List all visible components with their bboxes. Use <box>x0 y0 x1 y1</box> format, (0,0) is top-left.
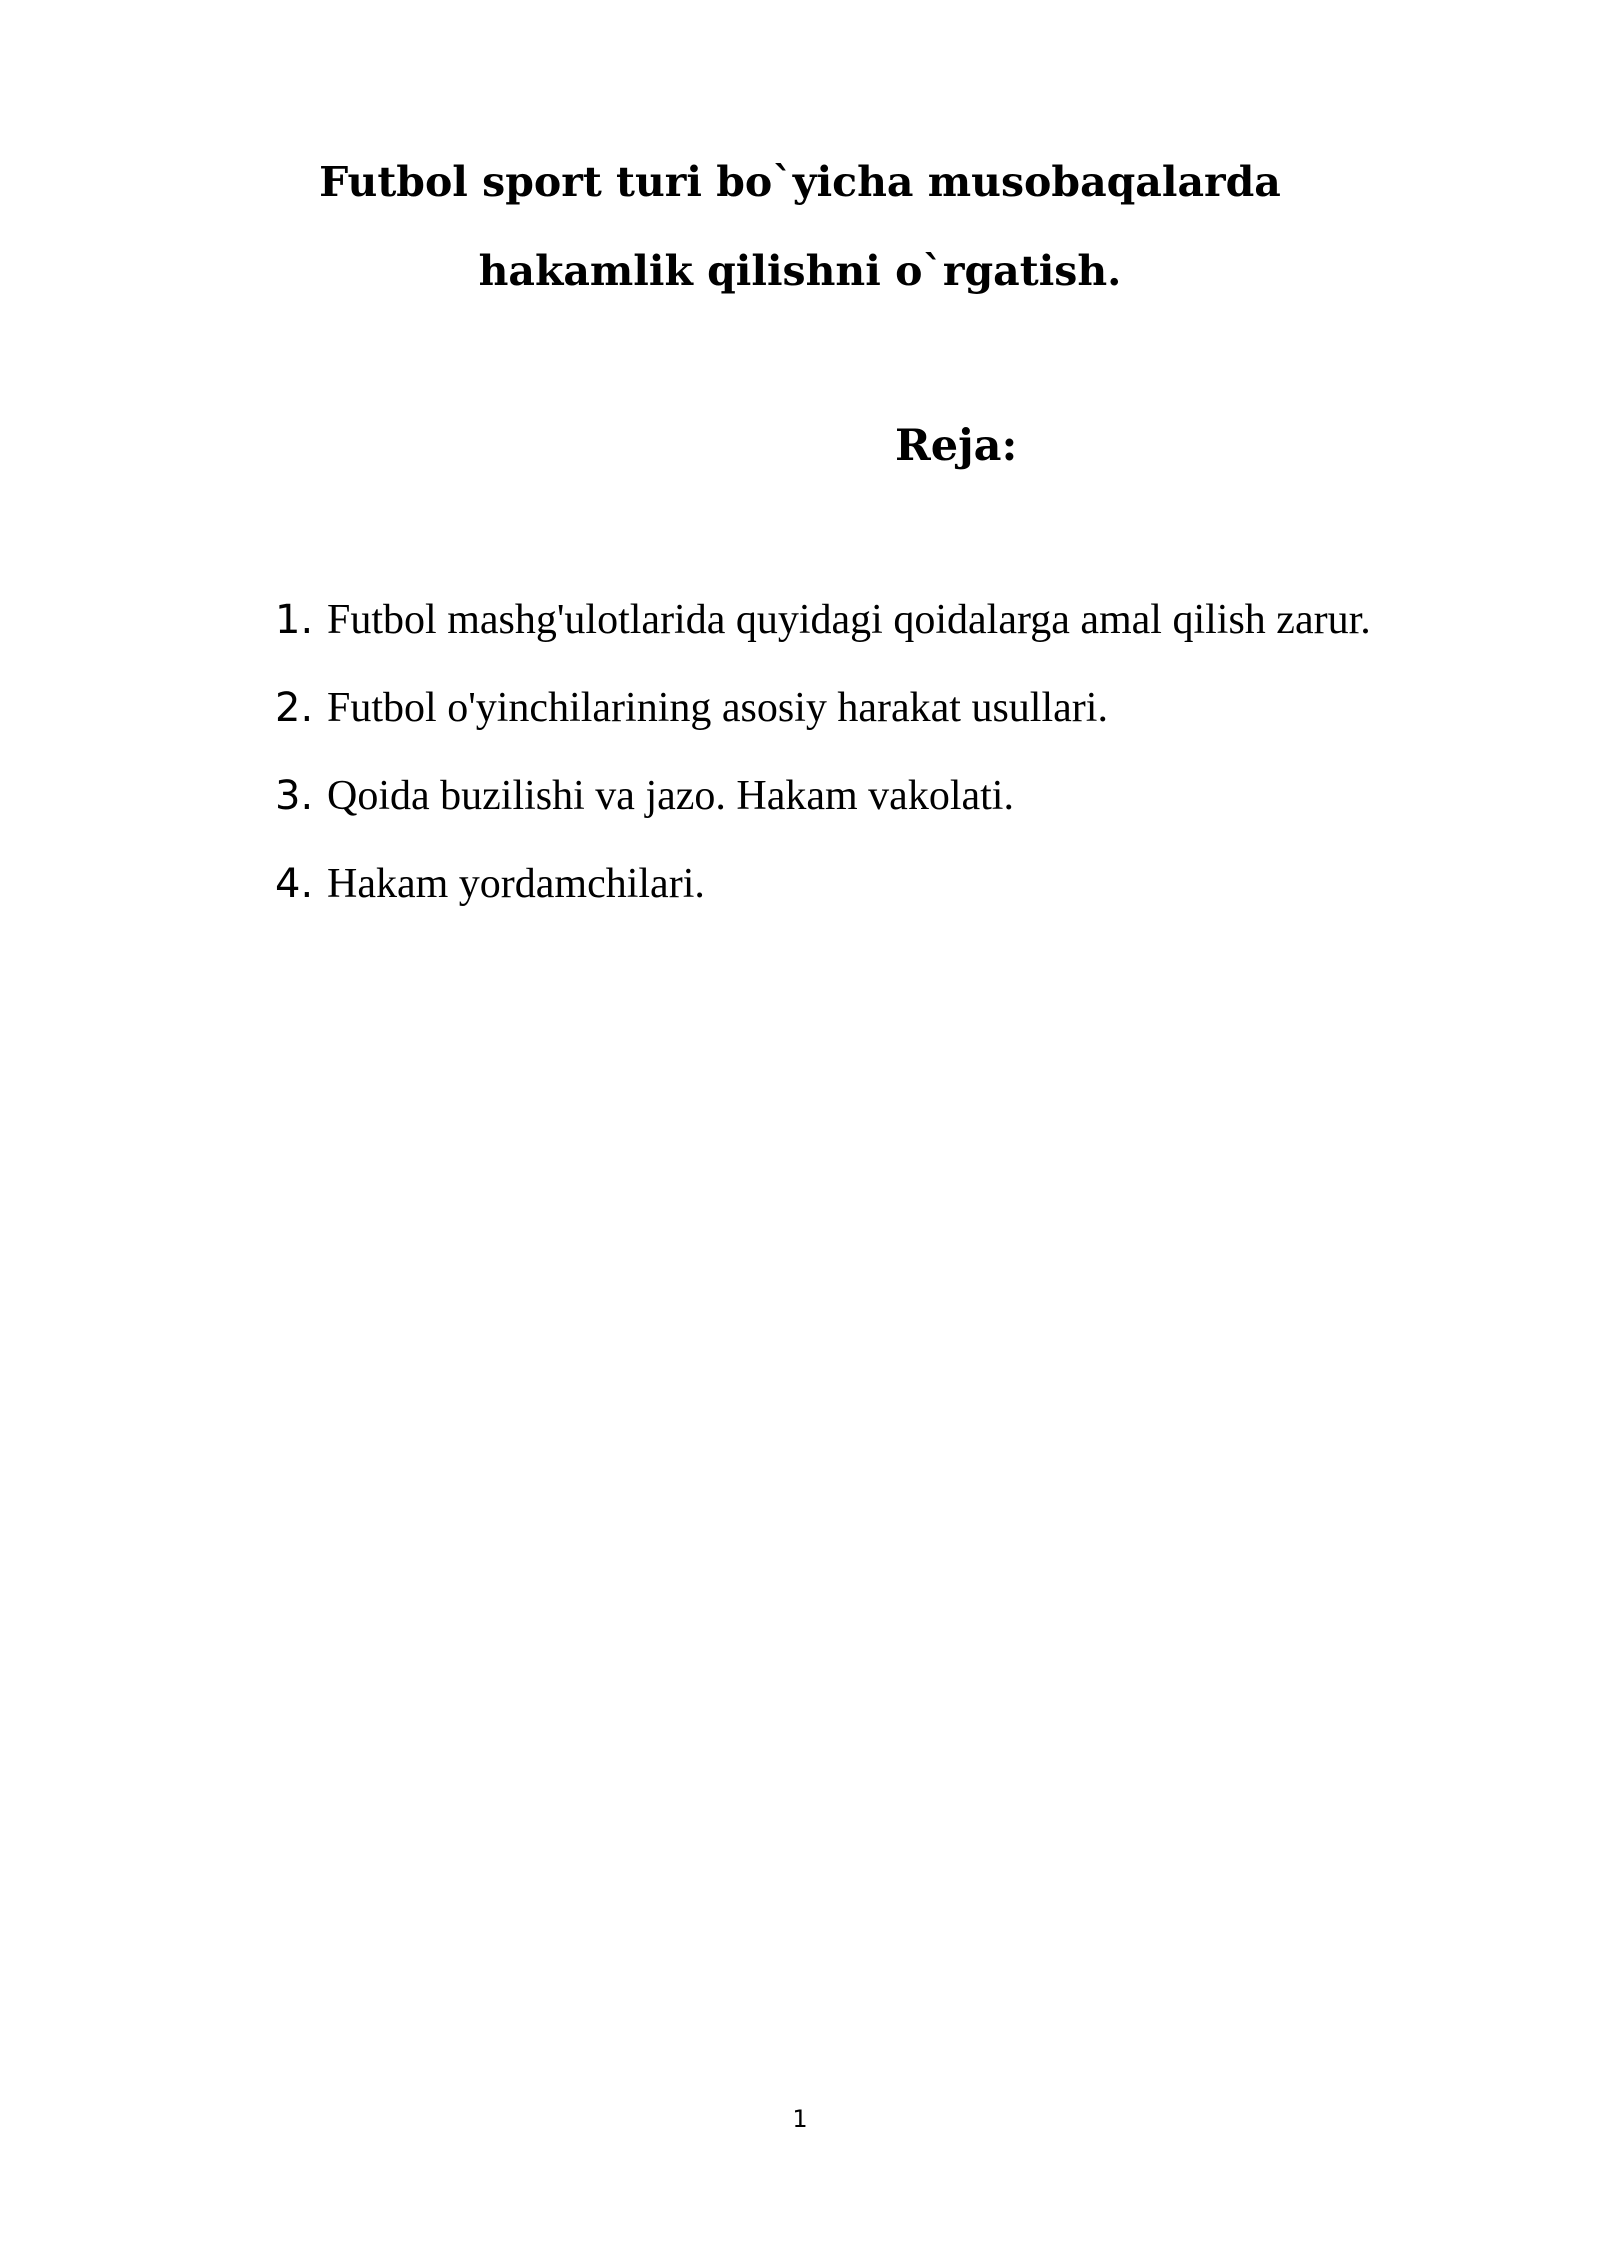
plan-item-2 <box>275 684 1371 772</box>
plan-list <box>275 596 1371 948</box>
page-number: 1 <box>792 2105 808 2133</box>
document-title-line-2: hakamlik qilishni o`rgatish. <box>478 247 1122 295</box>
plan-item-1 <box>275 596 1371 684</box>
plan-item-text: Futbol o'yinchilarining asosiy harakat usullari. <box>327 685 1108 731</box>
plan-heading: Reja: <box>895 421 1018 471</box>
plan-item-text: Futbol mashg'ulotlarida quyidagi qoidalarga amal qilish zarur. <box>327 597 1371 643</box>
plan-item-text: Hakam yordamchilari. <box>327 861 705 907</box>
plan-item-4 <box>275 860 1371 948</box>
plan-item-number: 3. <box>275 773 314 819</box>
plan-item-3 <box>275 772 1371 860</box>
plan-item-number: 4. <box>275 861 314 907</box>
plan-item-number: 2. <box>275 685 314 731</box>
plan-item-number: 1. <box>275 597 314 643</box>
plan-item-text: Qoida buzilishi va jazo. Hakam vakolati. <box>327 773 1014 819</box>
document-title-line-1: Futbol sport turi bo`yicha musobaqalarda <box>319 158 1281 206</box>
